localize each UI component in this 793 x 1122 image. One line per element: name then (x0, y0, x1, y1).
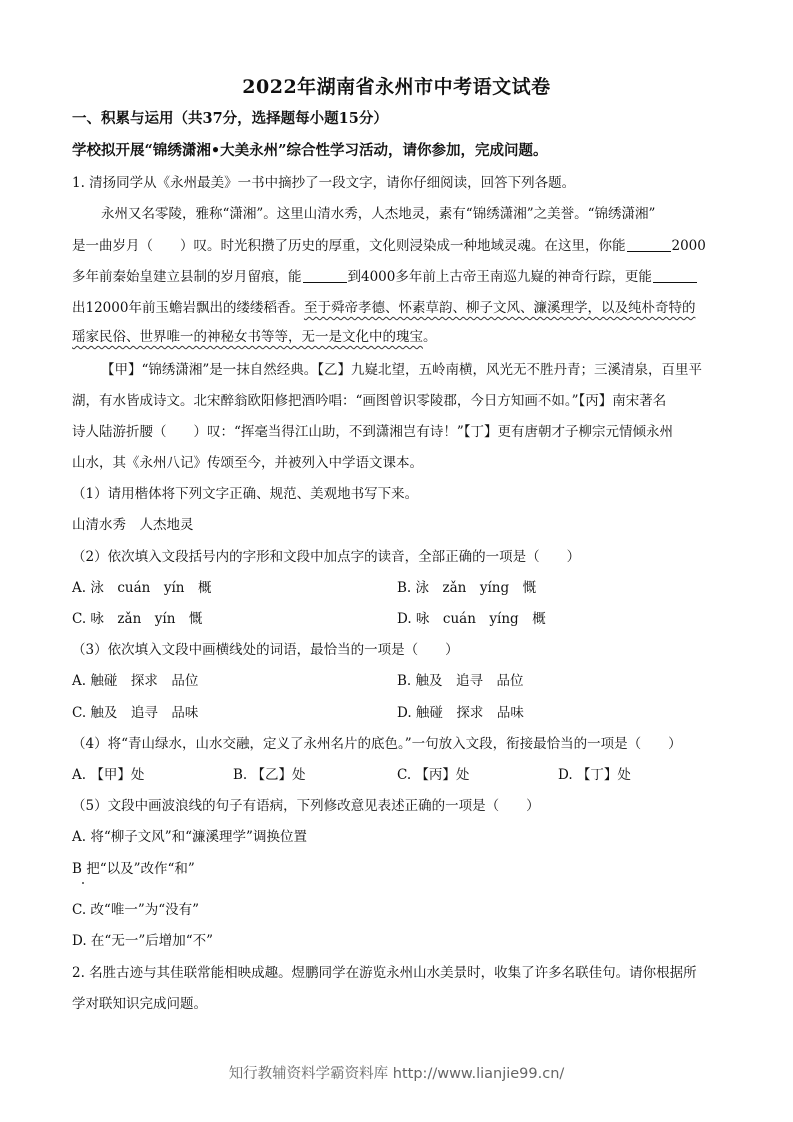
fill-blank (653, 269, 697, 283)
wavy-underlined-sentence: 至于舜帝孝德、怀素草韵、柳子文风、濂溪理学，以及纯朴奇特的 (303, 300, 696, 316)
question-2-stem: 2. 名胜古迹与其佳联常能相映成趣。煜鹏同学在游览永州山水美景时，收集了许多名联佳句。请你根据所 (72, 965, 697, 981)
passage-line: 多年前秦始皇建立县制的岁月留痕，能 到4000多年前上古帝王南巡九嶷的神奇行踪，更能 (72, 268, 698, 286)
stray-dot (82, 882, 84, 884)
option-a: A. 触碰 探求 品位 (72, 673, 199, 689)
sub-question-5: （5）文段中画波浪线的句子有语病，下列修改意见表述正确的一项是（ ） (72, 798, 540, 814)
option-b: B 把“以及”改作“和” (72, 861, 195, 877)
option-b: B. 触及 追寻 品位 (397, 673, 524, 689)
sub-question-2: （2）依次填入文段括号内的字形和文段中加点字的读音，全部正确的一项是（ ） (72, 549, 581, 565)
passage-line: 诗人陆游折腰（ ）叹：“挥毫当得江山助，不到潇湘岂有诗！”【丁】更有唐朝才子柳宗元情倾永州 (72, 424, 674, 440)
option-a: A. 将“柳子文风”和“濂溪理学”调换位置 (72, 829, 307, 845)
option-c: C. 改“唯一”为“没有” (72, 902, 200, 918)
option-b: B. 泳 zǎn yíng 慨 (397, 580, 537, 596)
option-c: C. 【丙】处 (397, 767, 470, 783)
question-1-stem: 1. 清扬同学从《永州最美》一书中摘抄了一段文字，请你仔细阅读，回答下列各题。 (72, 175, 576, 191)
passage-line: 出12000年前玉蟾岩飘出的缕缕稻香。至于舜帝孝德、怀素草韵、柳子文风、濂溪理学，以及纯朴奇特的 (72, 300, 696, 316)
question-2-stem: 学对联知识完成问题。 (72, 996, 207, 1012)
passage-line: 【甲】“锦绣潇湘”是一抹自然经典。【乙】九嶷北望，五岭南横，风光无不胜丹青；三溪清泉，百里平 (101, 362, 703, 378)
wavy-underlined-sentence: 瑶家民俗、世界唯一的神秘女书等等，无一是文化中的瑰宝 (72, 329, 423, 345)
option-a: A. 泳 cuán yín 概 (72, 580, 212, 596)
option-d: D. 触碰 探求 品味 (397, 705, 524, 721)
section-heading: 一、积累与运用（共37分，选择题每小题15分） (72, 110, 388, 127)
passage-line: 瑶家民俗、世界唯一的神秘女书等等，无一是文化中的瑰宝。 (72, 329, 437, 345)
passage-line: 永州又名零陵，雅称“潇湘”。这里山清水秀，人杰地灵，素有“锦绣潇湘”之美誉。“锦绣潇湘” (101, 206, 656, 222)
option-d: D. 咏 cuán yíng 概 (397, 611, 546, 627)
option-c: C. 触及 追寻 品味 (72, 705, 199, 721)
sub-question-3: （3）依次填入文段中画横线处的词语，最恰当的一项是（ ） (72, 642, 459, 658)
passage-line: 山水，其《永州八记》传颂至今，并被列入中学语文课本。 (72, 455, 423, 471)
option-d: D. 在“无一”后增加“不” (72, 933, 214, 949)
activity-heading: 学校拟开展“锦绣潇湘•大美永州”综合性学习活动，请你参加，完成问题。 (72, 142, 548, 159)
page-title: 2022年湖南省永州市中考语文试卷 (242, 76, 551, 98)
option-b: B. 【乙】处 (233, 767, 306, 783)
option-a: A. 【甲】处 (72, 767, 145, 783)
option-d: D. 【丁】处 (558, 767, 631, 783)
copy-text: 山清水秀 人杰地灵 (72, 517, 194, 533)
option-c: C. 咏 zǎn yín 慨 (72, 611, 203, 627)
fill-blank (303, 269, 347, 283)
passage-line: 湖，有水皆成诗文。北宋醉翁欧阳修把酒吟唱：“画图曾识零陵郡，今日方知画不如。”【丙】南宋著名 (72, 393, 667, 409)
footer-watermark: 知行教辅资料学霸资料库 http://www.lianjie99.cn/ (228, 1066, 565, 1082)
fill-blank (627, 238, 671, 252)
sub-question-4: （4）将“青山绿水，山水交融，定义了永州名片的底色。”一句放入文段，衔接最恰当的一项是（ ） (72, 736, 682, 752)
passage-line: 是一曲岁月（ ）叹。时光积攒了历史的厚重，文化则浸染成一种地域灵魂。在这里，你能 2000 (72, 238, 706, 254)
sub-question-1: （1）请用楷体将下列文字正确、规范、美观地书写下来。 (72, 486, 419, 502)
